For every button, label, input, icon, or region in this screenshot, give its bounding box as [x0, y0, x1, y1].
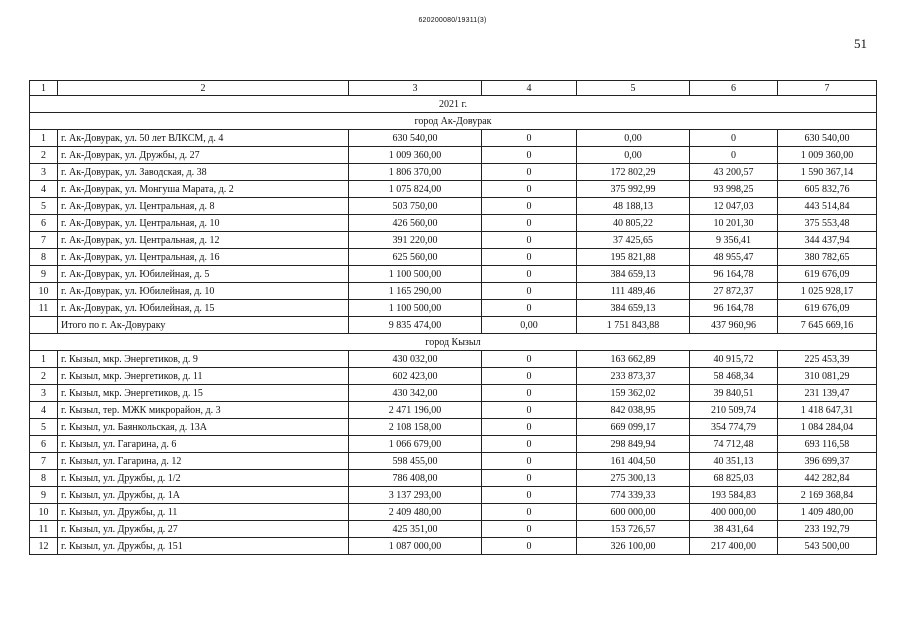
table-cell: 600 000,00 [577, 504, 690, 521]
table-cell: 1 087 000,00 [349, 538, 482, 555]
table-cell: 619 676,09 [778, 300, 877, 317]
column-number: 1 [30, 81, 58, 96]
table-row [30, 538, 877, 555]
table-cell: 10 [30, 283, 58, 300]
table-cell: 443 514,84 [778, 198, 877, 215]
data-table [29, 80, 877, 555]
table-cell: 11 [30, 521, 58, 538]
table-cell: 68 825,03 [690, 470, 778, 487]
table-row [30, 436, 877, 453]
table-cell: 1 084 284,04 [778, 419, 877, 436]
table-cell: 326 100,00 [577, 538, 690, 555]
table-cell: 430 342,00 [349, 385, 482, 402]
table-cell: 630 540,00 [349, 130, 482, 147]
table-cell: 2 409 480,00 [349, 504, 482, 521]
table-cell: 38 431,64 [690, 521, 778, 538]
table-cell: 2 [30, 368, 58, 385]
table-cell: 786 408,00 [349, 470, 482, 487]
table-cell: 344 437,94 [778, 232, 877, 249]
table-row [30, 470, 877, 487]
table-cell: 172 802,29 [577, 164, 690, 181]
table-cell: 0 [482, 436, 577, 453]
table-cell: 0 [482, 402, 577, 419]
table-row [30, 453, 877, 470]
table-cell: 195 821,88 [577, 249, 690, 266]
table-cell: г. Ак-Довурак, ул. Центральная, д. 16 [58, 249, 349, 266]
table-cell: 40 805,22 [577, 215, 690, 232]
table-cell: 0 [690, 130, 778, 147]
table-cell: 605 832,76 [778, 181, 877, 198]
table-cell: г. Ак-Довурак, ул. 50 лет ВЛКСМ, д. 4 [58, 130, 349, 147]
table-cell: 10 [30, 504, 58, 521]
table-cell: 27 872,37 [690, 283, 778, 300]
table-cell: 0 [482, 215, 577, 232]
table-cell: 0 [482, 487, 577, 504]
table-cell: 3 137 293,00 [349, 487, 482, 504]
table-cell: 48 188,13 [577, 198, 690, 215]
table-cell: г. Ак-Довурак, ул. Центральная, д. 8 [58, 198, 349, 215]
table-cell: 384 659,13 [577, 266, 690, 283]
table-cell: 619 676,09 [778, 266, 877, 283]
table-cell: 0 [482, 521, 577, 538]
table-cell: 93 998,25 [690, 181, 778, 198]
table-cell: 0 [482, 249, 577, 266]
table-cell: 4 [30, 181, 58, 198]
table-cell: г. Ак-Довурак, ул. Центральная, д. 12 [58, 232, 349, 249]
table-cell: 2 471 196,00 [349, 402, 482, 419]
table-cell: 375 992,99 [577, 181, 690, 198]
table-row [30, 181, 877, 198]
table-cell: 598 455,00 [349, 453, 482, 470]
table-cell: 1 025 928,17 [778, 283, 877, 300]
table-cell: 9 356,41 [690, 232, 778, 249]
table-row [30, 402, 877, 419]
table-row [30, 351, 877, 368]
table-cell: 0 [482, 351, 577, 368]
table-row [30, 300, 877, 317]
table-cell: г. Кызыл, ул. Дружбы, д. 151 [58, 538, 349, 555]
table-cell: 774 339,33 [577, 487, 690, 504]
section-title: город Кызыл [30, 334, 877, 351]
table-cell: 111 489,46 [577, 283, 690, 300]
table-cell: 396 699,37 [778, 453, 877, 470]
table-cell: 0 [482, 453, 577, 470]
section-title-row [30, 113, 877, 130]
table-cell: 0 [482, 470, 577, 487]
table-cell: г. Кызыл, ул. Дружбы, д. 27 [58, 521, 349, 538]
table-cell [30, 317, 58, 334]
table-cell: 1 075 824,00 [349, 181, 482, 198]
table-cell: 426 560,00 [349, 215, 482, 232]
table-cell: г. Ак-Довурак, ул. Юбилейная, д. 15 [58, 300, 349, 317]
total-row [30, 317, 877, 334]
table-cell: 602 423,00 [349, 368, 482, 385]
table-cell: 0 [482, 181, 577, 198]
column-number: 4 [482, 81, 577, 96]
table-cell: 153 726,57 [577, 521, 690, 538]
table-cell: 2 [30, 147, 58, 164]
table-cell: г. Кызыл, ул. Баянкольская, д. 13А [58, 419, 349, 436]
table-cell: 9 [30, 266, 58, 283]
table-cell: 0 [482, 538, 577, 555]
table-cell: 1 751 843,88 [577, 317, 690, 334]
table-cell: 625 560,00 [349, 249, 482, 266]
table-cell: 0,00 [577, 130, 690, 147]
table-cell: 40 351,13 [690, 453, 778, 470]
table-cell: 6 [30, 215, 58, 232]
table-cell: 391 220,00 [349, 232, 482, 249]
table-row [30, 487, 877, 504]
table-cell: 0 [690, 147, 778, 164]
section-title-row [30, 334, 877, 351]
table-cell: 43 200,57 [690, 164, 778, 181]
table-cell: г. Кызыл, ул. Дружбы, д. 1А [58, 487, 349, 504]
page-number: 51 [854, 36, 867, 51]
document-code: 620200080/19311(3) [418, 17, 487, 24]
table-cell: 37 425,65 [577, 232, 690, 249]
table-cell: 0 [482, 504, 577, 521]
table-cell: 74 712,48 [690, 436, 778, 453]
table-cell: г. Кызыл, мкр. Энергетиков, д. 15 [58, 385, 349, 402]
table-cell: 233 192,79 [778, 521, 877, 538]
table-cell: 1 [30, 130, 58, 147]
table-cell: 0 [482, 300, 577, 317]
table-cell: г. Кызыл, ул. Гагарина, д. 6 [58, 436, 349, 453]
table-cell: 354 774,79 [690, 419, 778, 436]
table-cell: 1 009 360,00 [778, 147, 877, 164]
table-cell: 193 584,83 [690, 487, 778, 504]
table-cell: 0 [482, 198, 577, 215]
table-cell: Итого по г. Ак-Довураку [58, 317, 349, 334]
table-cell: 8 [30, 249, 58, 266]
column-number: 6 [690, 81, 778, 96]
table-row [30, 266, 877, 283]
table-cell: 210 509,74 [690, 402, 778, 419]
table-cell: 10 201,30 [690, 215, 778, 232]
table-row [30, 504, 877, 521]
table-cell: 310 081,29 [778, 368, 877, 385]
table-cell: 669 099,17 [577, 419, 690, 436]
table-cell: г. Ак-Довурак, ул. Дружбы, д. 27 [58, 147, 349, 164]
table-row [30, 147, 877, 164]
table-cell: 233 873,37 [577, 368, 690, 385]
year-row [30, 96, 877, 113]
table-cell: 1 066 679,00 [349, 436, 482, 453]
table-cell: 380 782,65 [778, 249, 877, 266]
table-cell: 8 [30, 470, 58, 487]
table-cell: 231 139,47 [778, 385, 877, 402]
table-cell: 96 164,78 [690, 300, 778, 317]
table-cell: 217 400,00 [690, 538, 778, 555]
table-cell: 275 300,13 [577, 470, 690, 487]
table-cell: 842 038,95 [577, 402, 690, 419]
table-cell: 1 418 647,31 [778, 402, 877, 419]
table-cell: 430 032,00 [349, 351, 482, 368]
table-cell: 0 [482, 283, 577, 300]
table-cell: 7 [30, 232, 58, 249]
section-title: город Ак-Довурак [30, 113, 877, 130]
table-cell: 0 [482, 419, 577, 436]
table-cell: 2 108 158,00 [349, 419, 482, 436]
table-cell: 7 645 669,16 [778, 317, 877, 334]
table-cell: 0 [482, 385, 577, 402]
table-cell: 6 [30, 436, 58, 453]
table-cell: 5 [30, 419, 58, 436]
column-number: 3 [349, 81, 482, 96]
table-row [30, 249, 877, 266]
table-cell: 161 404,50 [577, 453, 690, 470]
table-cell: г. Ак-Довурак, ул. Юбилейная, д. 10 [58, 283, 349, 300]
table-row [30, 232, 877, 249]
table-cell: 0 [482, 232, 577, 249]
table-cell: 1 009 360,00 [349, 147, 482, 164]
table-cell: 1 806 370,00 [349, 164, 482, 181]
table-row [30, 368, 877, 385]
table-cell: г. Ак-Довурак, ул. Юбилейная, д. 5 [58, 266, 349, 283]
table-cell: 39 840,51 [690, 385, 778, 402]
table-cell: 163 662,89 [577, 351, 690, 368]
table-cell: 3 [30, 385, 58, 402]
table-cell: 7 [30, 453, 58, 470]
table-cell: 48 955,47 [690, 249, 778, 266]
table-cell: г. Кызыл, ул. Дружбы, д. 11 [58, 504, 349, 521]
table-row [30, 283, 877, 300]
table-cell: 0 [482, 368, 577, 385]
table-cell: 384 659,13 [577, 300, 690, 317]
column-number: 5 [577, 81, 690, 96]
table-cell: 9 835 474,00 [349, 317, 482, 334]
table-cell: 5 [30, 198, 58, 215]
table-cell: 11 [30, 300, 58, 317]
table-cell: 96 164,78 [690, 266, 778, 283]
table-cell: 159 362,02 [577, 385, 690, 402]
table-cell: 0 [482, 130, 577, 147]
table-cell: 2 169 368,84 [778, 487, 877, 504]
table-cell: 0,00 [482, 317, 577, 334]
table-cell: 0 [482, 266, 577, 283]
table-row [30, 215, 877, 232]
table-row [30, 521, 877, 538]
column-number: 2 [58, 81, 349, 96]
table-cell: 3 [30, 164, 58, 181]
table-cell: 0 [482, 164, 577, 181]
table-cell: 1 100 500,00 [349, 300, 482, 317]
table-cell: 375 553,48 [778, 215, 877, 232]
table-cell: 1 100 500,00 [349, 266, 482, 283]
table-cell: 58 468,34 [690, 368, 778, 385]
table-cell: 4 [30, 402, 58, 419]
table-cell: г. Ак-Довурак, ул. Центральная, д. 10 [58, 215, 349, 232]
table-cell: г. Кызыл, мкр. Энергетиков, д. 9 [58, 351, 349, 368]
table-cell: 425 351,00 [349, 521, 482, 538]
table-cell: 12 [30, 538, 58, 555]
table-cell: 1 165 290,00 [349, 283, 482, 300]
table-cell: 0,00 [577, 147, 690, 164]
table-cell: 630 540,00 [778, 130, 877, 147]
table-cell: г. Кызыл, ул. Дружбы, д. 1/2 [58, 470, 349, 487]
table-cell: 693 116,58 [778, 436, 877, 453]
column-number-row [30, 81, 877, 96]
table-cell: 442 282,84 [778, 470, 877, 487]
table-cell: г. Кызыл, тер. МЖК микрорайон, д. 3 [58, 402, 349, 419]
table-cell: 9 [30, 487, 58, 504]
table-cell: 298 849,94 [577, 436, 690, 453]
table-cell: г. Ак-Довурак, ул. Монгуша Марата, д. 2 [58, 181, 349, 198]
table-cell: г. Ак-Довурак, ул. Заводская, д. 38 [58, 164, 349, 181]
table-cell: 1 590 367,14 [778, 164, 877, 181]
table-cell: 400 000,00 [690, 504, 778, 521]
table-row [30, 130, 877, 147]
table-row [30, 164, 877, 181]
table-cell: 1 [30, 351, 58, 368]
table-row [30, 198, 877, 215]
table-body [30, 81, 877, 555]
table-cell: 225 453,39 [778, 351, 877, 368]
table-cell: 503 750,00 [349, 198, 482, 215]
table-cell: 1 409 480,00 [778, 504, 877, 521]
table-cell: 437 960,96 [690, 317, 778, 334]
table-row [30, 385, 877, 402]
table-cell: г. Кызыл, мкр. Энергетиков, д. 11 [58, 368, 349, 385]
table-cell: 12 047,03 [690, 198, 778, 215]
table-cell: 543 500,00 [778, 538, 877, 555]
table-cell: 0 [482, 147, 577, 164]
table-cell: 40 915,72 [690, 351, 778, 368]
year-label: 2021 г. [30, 96, 877, 113]
column-number: 7 [778, 81, 877, 96]
table-row [30, 419, 877, 436]
table-cell: г. Кызыл, ул. Гагарина, д. 12 [58, 453, 349, 470]
